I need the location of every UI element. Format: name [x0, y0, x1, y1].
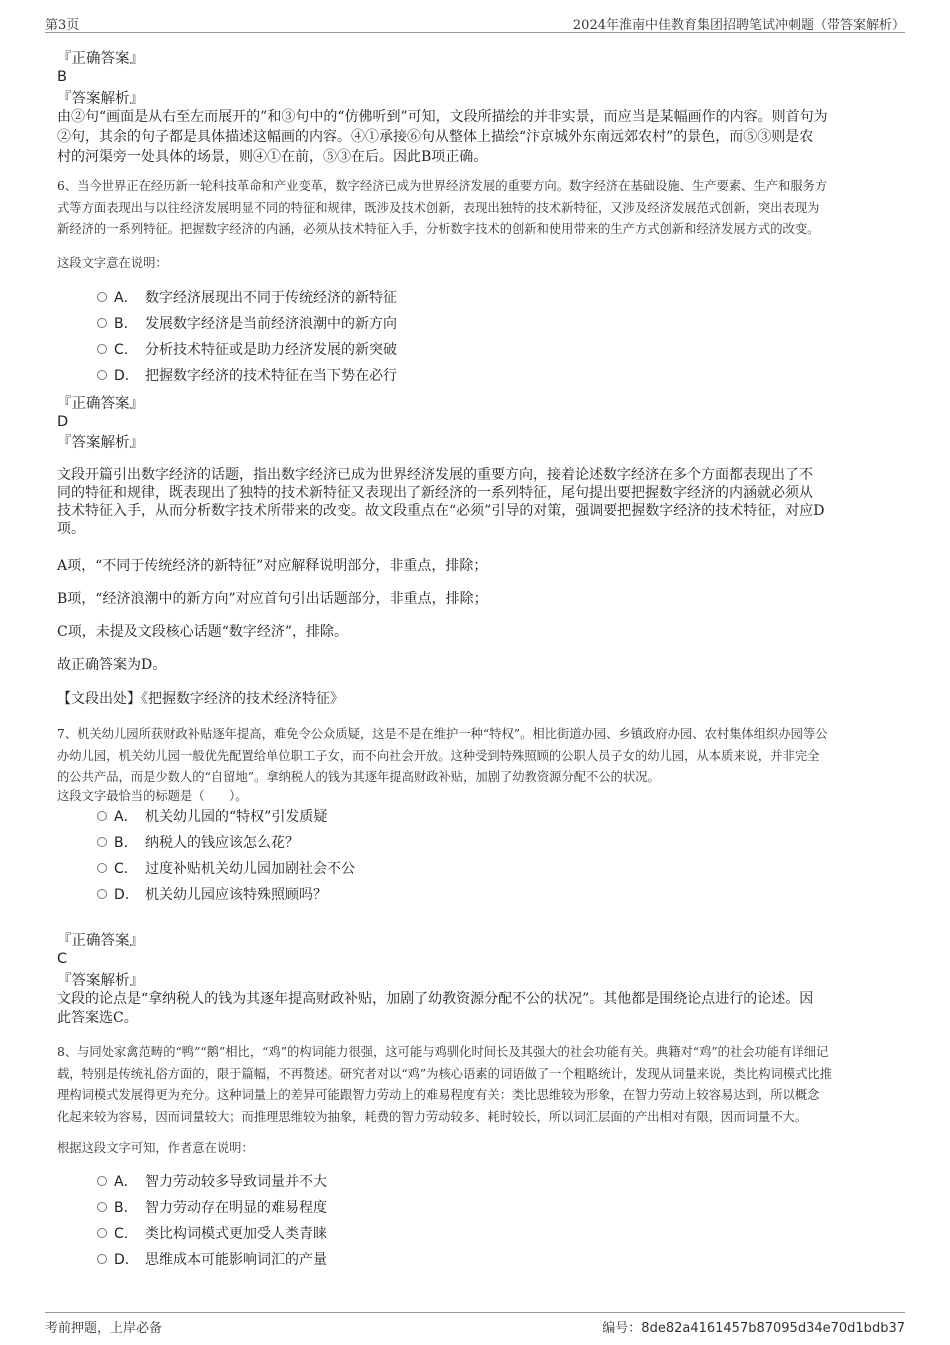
option-text: 思维成本可能影响词汇的产量: [145, 1252, 327, 1268]
q6-analysis-line: 项。: [57, 521, 85, 537]
q8-option-d[interactable]: [97, 1250, 327, 1270]
option-letter: C.: [114, 861, 129, 877]
q6-analysis: [57, 466, 907, 538]
q6-analysis-b: B项，“经济浪潮中的新方向”对应首句引出话题部分，非重点，排除；: [57, 591, 488, 607]
option-letter: D.: [114, 887, 130, 903]
q6-option-b[interactable]: [97, 314, 397, 334]
q6-answer: D: [57, 414, 69, 430]
page-footer: [45, 1312, 905, 1338]
q5-analysis-line: ②句，其余的句子都是具体描述这幅画的内容。④①承接⑥句从整体上描绘“汴京城外东南远郊农村”的景色，而⑤③则是农: [57, 129, 814, 145]
radio-icon[interactable]: [97, 1254, 107, 1264]
option-letter: D.: [114, 1252, 130, 1268]
option-text: 机关幼儿园应该特殊照顾吗？: [145, 887, 327, 903]
q5-analysis: [57, 107, 907, 167]
q8-question: 根据这段文字可知，作者意在说明：: [57, 1141, 254, 1155]
q6-analysis-a: A项，“不同于传统经济的新特征”对应解释说明部分，非重点，排除；: [57, 558, 488, 574]
q5-answer: B: [57, 69, 67, 85]
correct-answer-label: 『正确答案』: [57, 933, 144, 949]
option-letter: B.: [114, 1200, 129, 1216]
q8-option-b[interactable]: [97, 1198, 327, 1218]
q8-option-a[interactable]: [97, 1172, 327, 1192]
radio-icon[interactable]: [97, 811, 107, 821]
q7-option-a[interactable]: [97, 807, 327, 827]
q7-analysis-line: 此答案选C。: [57, 1010, 138, 1026]
q8-stem-line: 化起来较为容易，因而词量较大；而推理思维较为抽象，耗费的智力劳动较多、耗时较长，所以词汇层面的产出相对有限，因而词量不大。: [57, 1109, 808, 1124]
radio-icon[interactable]: [97, 292, 107, 302]
option-text: 数字经济展现出不同于传统经济的新特征: [145, 290, 397, 306]
page-number: 第3页: [45, 18, 80, 33]
q7-stem: [57, 724, 917, 789]
option-text: 智力劳动较多导致词量并不大: [145, 1174, 327, 1190]
radio-icon[interactable]: [97, 837, 107, 847]
q8-stem-line: 8、与同处家禽范畴的“鸭”“鹅”相比，“鸡”的构词能力很强，这可能与鸡驯化时间长及其强大的社会功能有关。典籍对“鸡”的社会功能有详细记: [57, 1045, 829, 1059]
q5-analysis-line: 村的河渠旁一处具体的场景，则④①在前，⑤③在后。因此B项正确。: [57, 149, 488, 165]
radio-icon[interactable]: [97, 863, 107, 873]
q6-conclusion: 故正确答案为D。: [57, 657, 167, 673]
option-letter: A．: [114, 1174, 138, 1190]
option-text: 机关幼儿园的“特权”引发质疑: [145, 809, 328, 825]
radio-icon[interactable]: [97, 344, 107, 354]
document-title: 2024年淮南中佳教育集团招聘笔试冲刺题（带答案解析）: [572, 18, 905, 33]
q6-analysis-line: 文段开篇引出数字经济的话题，指出数字经济已成为世界经济发展的重要方向，接着论述数字经济在多个方面都表现出了不: [57, 467, 813, 483]
q7-analysis: [57, 990, 907, 1028]
option-text: 分析技术特征或是助力经济发展的新突破: [145, 342, 397, 358]
q7-stem-line: 的公共产品，而是少数人的“自留地”。拿纳税人的钱为其逐年提高财政补贴，加剧了幼教资源分配不公的状况。: [57, 770, 660, 784]
q6-stem-line: 6、当今世界正在经历新一轮科技革命和产业变革，数字经济已成为世界经济发展的重要方向。数字经济在基础设施、生产要素、生产和服务方: [57, 179, 828, 193]
option-text: 智力劳动存在明显的难易程度: [145, 1200, 327, 1216]
analysis-label: 『答案解析』: [57, 973, 144, 989]
radio-icon[interactable]: [97, 889, 107, 899]
code-value: 8de82a4161457b87095d34e70d1bdb37: [641, 1321, 905, 1336]
q7-option-b[interactable]: [97, 833, 299, 853]
q7-analysis-line: 文段的论点是“拿纳税人的钱为其逐年提高财政补贴，加剧了幼教资源分配不公的状况”。其他都是围绕论点进行的论述。因: [57, 991, 814, 1007]
option-letter: B.: [114, 316, 129, 332]
q6-question: 这段文字意在说明：: [57, 256, 168, 270]
option-letter: C.: [114, 342, 129, 358]
q6-option-a[interactable]: [97, 288, 397, 308]
option-letter: C.: [114, 1226, 129, 1242]
option-text: 发展数字经济是当前经济浪潮中的新方向: [145, 316, 397, 332]
q8-stem-line: 理构词模式发展得更为充分。这种词量上的差异可能跟智力劳动上的难易程度有关：类比思维较为形象，在智力劳动上较容易达到，所以概念: [57, 1088, 820, 1102]
q6-option-c[interactable]: [97, 340, 397, 360]
q7-question: 这段文字最恰当的标题是（ ）。: [57, 789, 248, 803]
q8-stem-line: 载，特别是传统礼俗方面的，限于篇幅，不再赘述。研究者对以“鸡”为核心语素的词语做了一个粗略统计，发现从词量来说，类比构词模式比推: [57, 1066, 832, 1081]
q7-option-c[interactable]: [97, 859, 355, 879]
radio-icon[interactable]: [97, 318, 107, 328]
q7-answer: C: [57, 951, 68, 967]
code-label: 编号：: [602, 1321, 642, 1336]
option-text: 类比构词模式更加受人类青睐: [145, 1226, 327, 1242]
q6-option-d[interactable]: [97, 366, 397, 386]
q6-stem: [57, 176, 917, 241]
document-code: [602, 1317, 905, 1336]
option-letter: B.: [114, 835, 129, 851]
correct-answer-label: 『正确答案』: [57, 396, 144, 412]
q8-option-c[interactable]: [97, 1224, 327, 1244]
q6-stem-line: 式等方面表现出与以往经济发展明显不同的特征和规律，既涉及技术创新，表现出独特的技术新特征，又涉及经济发展范式创新，突出表现为: [57, 200, 820, 215]
option-text: 把握数字经济的技术特征在当下势在必行: [145, 368, 397, 384]
option-letter: D.: [114, 368, 130, 384]
q6-source: 【文段出处】《把握数字经济的技术经济特征》: [57, 691, 344, 707]
q5-analysis-line: 由②句“画面是从右至左而展开的”和③句中的“仿佛听到”可知，文段所描绘的并非实景，而应当是某幅画作的内容。则首句为: [57, 109, 828, 125]
option-text: 纳税人的钱应该怎么花？: [145, 835, 299, 851]
q7-option-d[interactable]: [97, 885, 327, 905]
radio-icon[interactable]: [97, 370, 107, 380]
page-header: [45, 14, 905, 33]
option-letter: A．: [114, 290, 138, 306]
analysis-label: 『答案解析』: [57, 435, 144, 451]
q7-stem-line: 7、机关幼儿园所获财政补贴逐年提高，难免令公众质疑，这是不是在维护一种“特权”。相比街道办园、乡镇政府办园、农村集体组织办园等公: [57, 727, 828, 741]
option-letter: A．: [114, 809, 138, 825]
radio-icon[interactable]: [97, 1228, 107, 1238]
q7-stem-line: 办幼儿园，机关幼儿园一般优先配置给单位职工子女，而不向社会开放。这种受到特殊照顾的公职人员子女的幼儿园，从本质来说，并非完全: [57, 748, 820, 763]
footer-slogan: 考前押题，上岸必备: [45, 1321, 163, 1336]
q8-stem: [57, 1042, 917, 1128]
radio-icon[interactable]: [97, 1176, 107, 1186]
correct-answer-label: 『正确答案』: [57, 51, 144, 67]
q6-analysis-c: C项，未提及文段核心话题“数字经济”，排除。: [57, 624, 349, 640]
q6-analysis-line: 同的特征和规律，既表现出了独特的技术新特征又表现出了新经济的一系列特征，尾句提出要把握数字经济的内涵就必须从: [57, 485, 813, 501]
analysis-label: 『答案解析』: [57, 91, 144, 107]
option-text: 过度补贴机关幼儿园加剧社会不公: [145, 861, 355, 877]
q6-analysis-line: 技术特征入手，从而分析数字技术所带来的改变。故文段重点在“必须”引导的对策，强调要把握数字经济的技术特征，对应D: [57, 503, 825, 519]
radio-icon[interactable]: [97, 1202, 107, 1212]
q6-stem-line: 新经济的一系列特征。把握数字经济的内涵，必须从技术特征入手，分析数字技术的创新和使用带来的生产方式创新和经济发展方式的改变。: [57, 222, 820, 236]
